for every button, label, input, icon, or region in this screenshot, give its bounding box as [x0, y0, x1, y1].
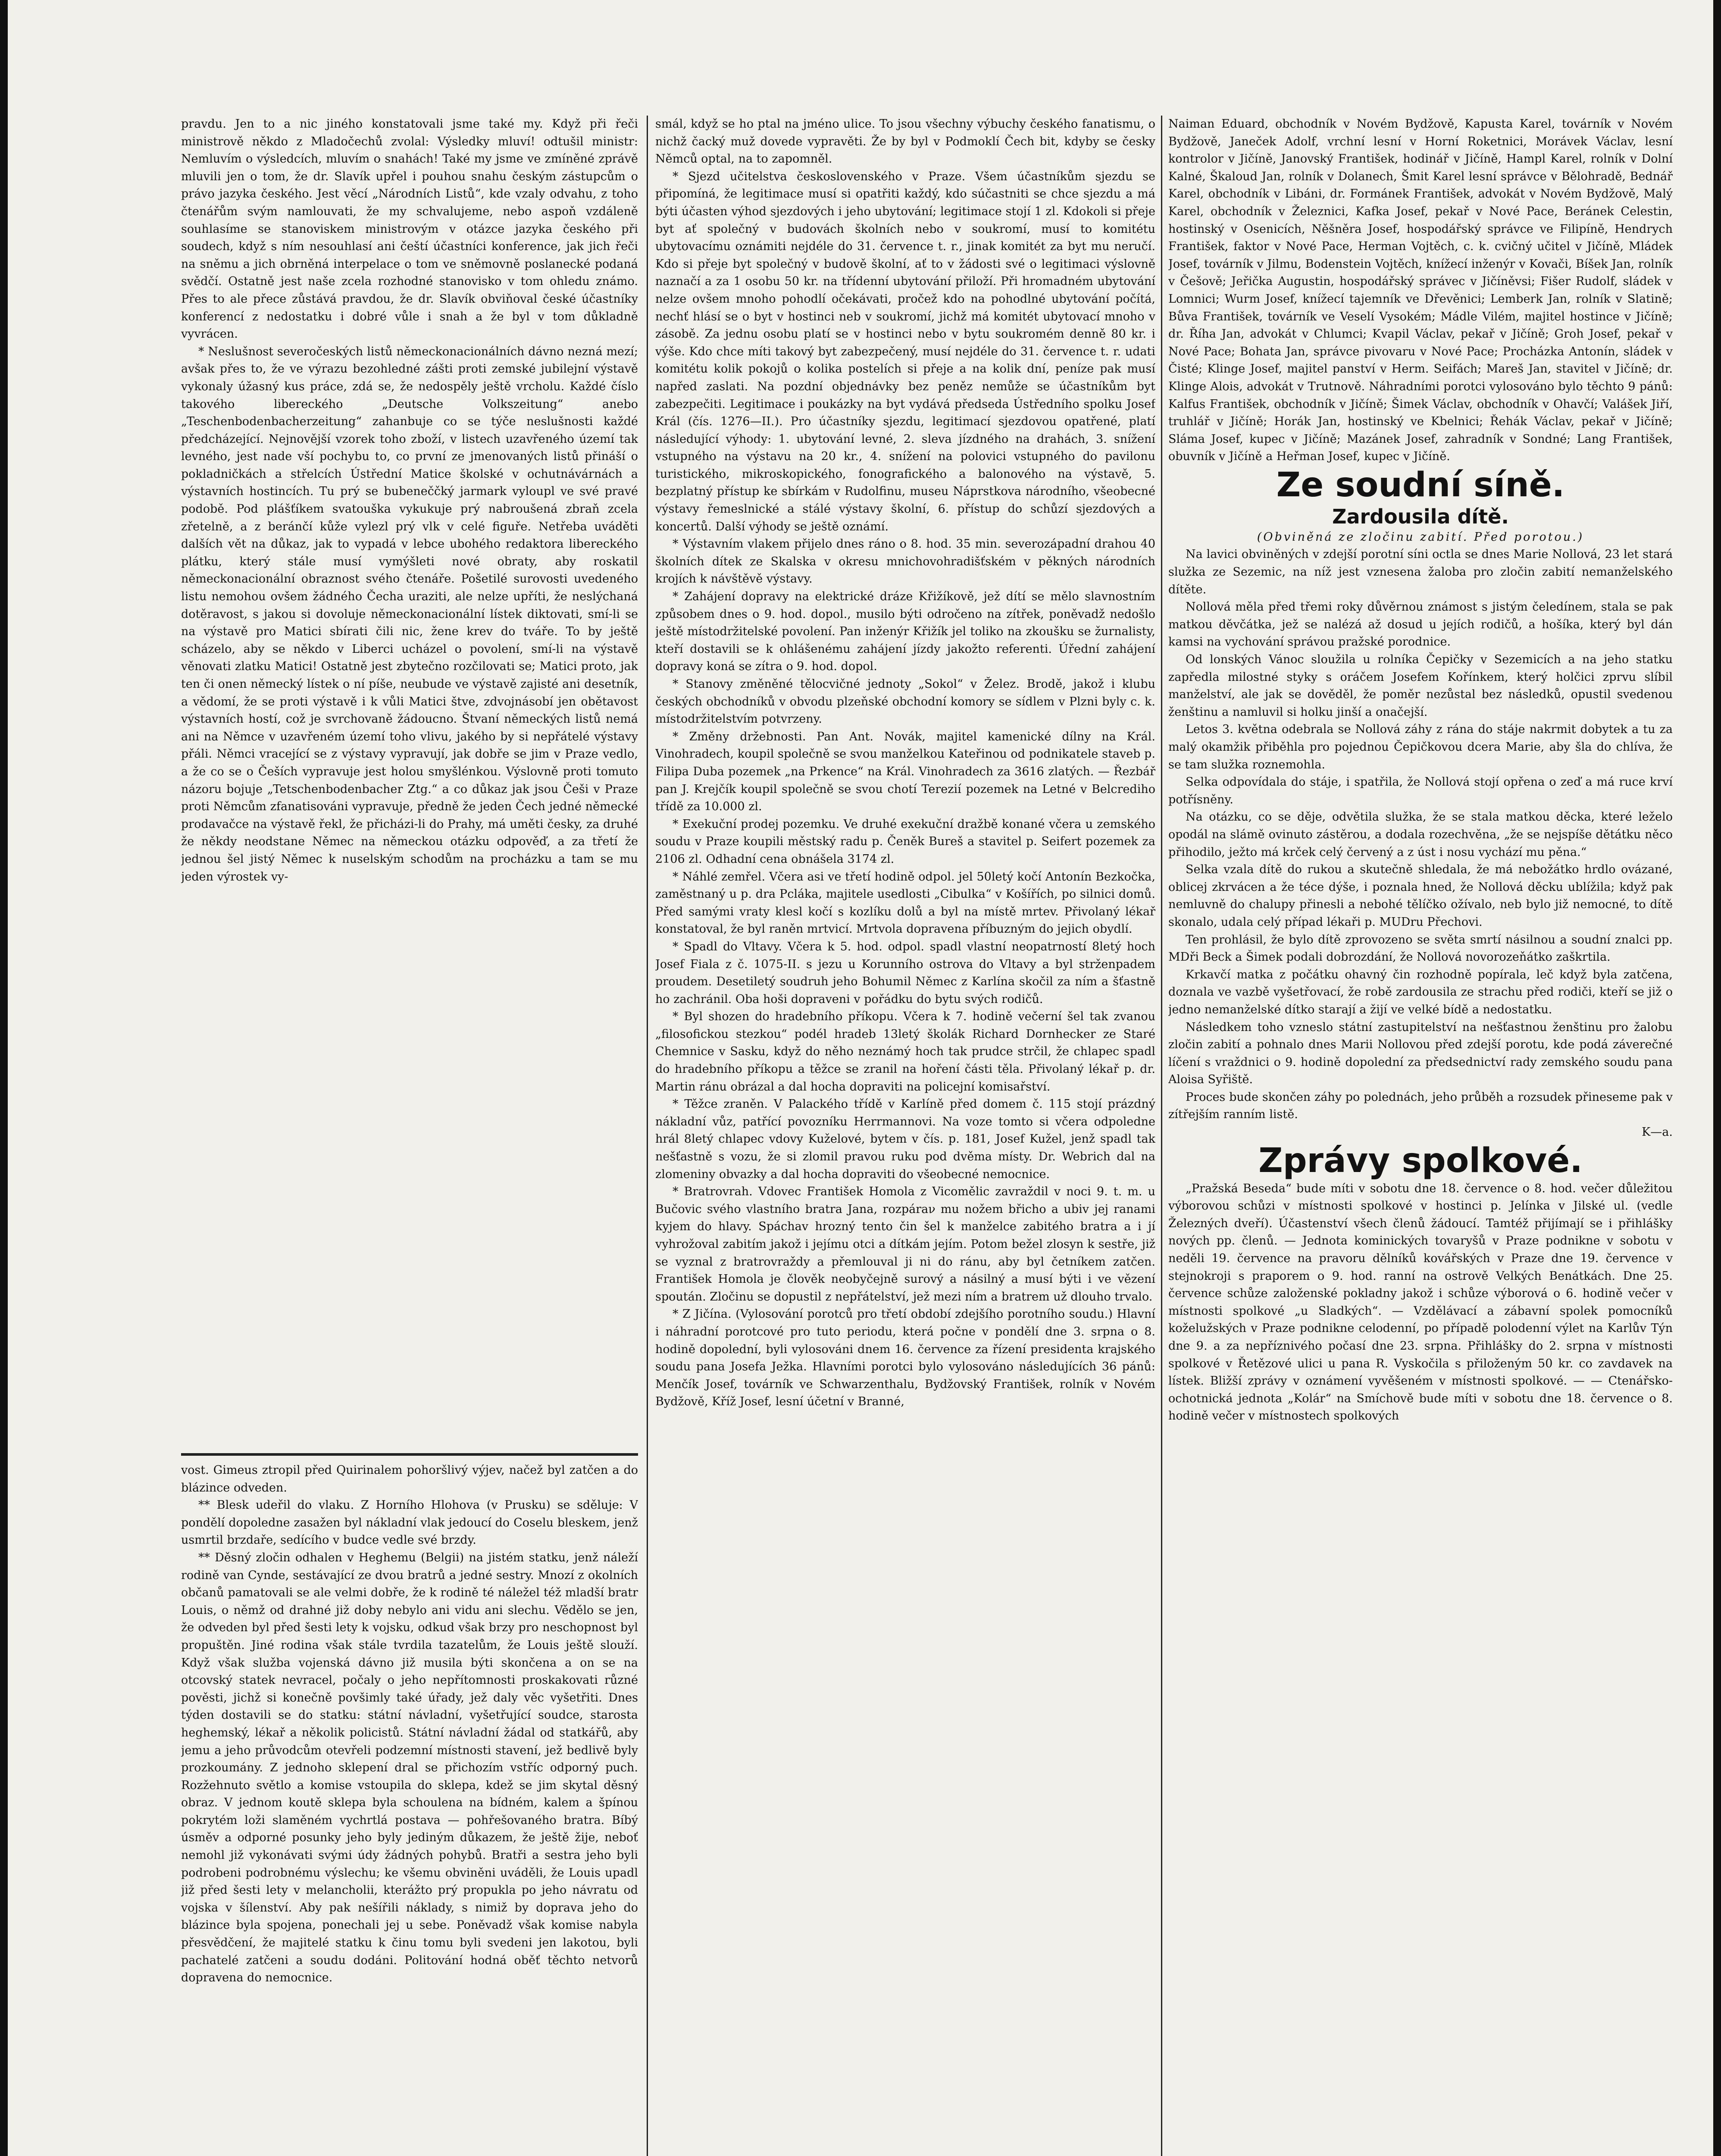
article-paragraph: ** Blesk udeřil do vlaku. Z Horního Hlohova (v Prusku) se sděluje: V pondělí dopoledne zasažen byl nákladní vlak jedoucí do Coselu bleskem, jenž usmrtil brzdaře, sedícího v budce vedle své brzdy.	[181, 1498, 638, 1547]
scan-border-left	[0, 0, 8, 2156]
article-paragraph: Naiman Eduard, obchodník v Novém Bydžově, Kapusta Karel, továrník v Novém Bydžově, Janeček Adolf, vrchní lesní v Horní Roketnici, Morávek Václav, lesní kontrolor v Jičíně, Janovský František, hodinář v Jičíně, Hampl Karel, rolník v Dolní Kalné, Škaloud Jan, rolník v Dolanech, Šmit Karel lesní správce v Bělohradě, Bednář Karel, obchodník v Libáni, dr. Formánek František, advokát v Novém Bydžově, Malý Karel, obchodník v Železnici, Kafka Josef, pekař v Nové Pace, Beránek Celestin, hostinský v Osenicích, Něšněra Josef, hospodářský správce ve Filipíně, Hendrych František, faktor v Nové Pace, Herman Vojtěch, c. k. cvičný učitel v Jičíně, Mládek Josef, továrník v Jilmu, Bodenstein Vojtěch, knížecí inženýr v Kovači, Bíšek Jan, rolník v Češově; Jeřička Augustin, hospodářský správec v Jičíněvsi; Fišer Rudolf, sládek v Lomnici; Wurm Josef, knížecí tajemník ve Dřevěnici; Lemberk Jan, rolník v Slatině; Bůva František, továrník ve Veselí Vysokém; Mádle Vilém, majitel hostince v Jičíně; dr. Říha Jan, advokát v Chlumci; Kvapil Václav, pekař v Jičíně; Groh Josef, pekař v Nové Pace; Bohata Jan, správce pivovaru v Nové Pace; Procházka Antonín, sládek v Čisté; Klinge Josef, majitel panství v Herm. Seifách; Mareš Jan, stavitel v Jičíně; dr. Klinge Alois, advokát v Trutnově. Náhradními porotci vylosováno bylo těchto 9 pánů: Kalfus František, obchodník v Jičíně; Šimek Václav, obchodník v Ohavčí; Valášek Jiří, truhlář v Jičíně; Horák Jan, hostinský ve Kbelnici; Řehák Václav, pekař v Jičíně; Sláma Josef, kupec v Jičíně; Mazánek Josef, zahradník v Sondné; Lang František, obuvník v Jičíně a Heřman Josef, kupec v Jičíně.	[1168, 117, 1673, 464]
column-divider	[647, 116, 648, 2156]
article-paragraph: * Výstavním vlakem přijelo dnes ráno o 8. hod. 35 min. severozápadní drahou 40 školních dítek ze Skalska v okresu mnichovohradišťském v pěkných národních krojích k návštěvě výstavy.	[655, 537, 1155, 586]
article-paragraph: Na lavici obviněných v zdejší porotní síni octla se dnes Marie Nollová, 23 let stará služka ze Sezemic, na níž jest vznesena žaloba pro zločin zabití nemanželského dítěte.	[1168, 548, 1673, 596]
article-paragraph: * Těžce zraněn. V Palackého třídě v Karlíně před domem č. 115 stojí prázdný nákladní vůz, patřící povozníku Herrmannovi. Na voze tomto si včera odpoledne hrál 8letý chlapec vdovy Kuželové, bytem v čís. p. 181, Josef Kužel, jenž spadl tak nešťastně s vozu, že si zlomil pravou ruku pod dvěma místy. Dr. Webrich dal na zlomeniny obvazky a dal hocha dopraviti do všeobecné nemocnice.	[655, 1097, 1155, 1181]
article-paragraph: vost. Gimeus ztropil před Quirinalem pohoršlivý výjev, načež byl zatčen a do blázince odveden.	[181, 1463, 638, 1495]
section-title: Zprávy spolkové.	[1258, 1141, 1583, 1180]
article-paragraph: Nollová měla před třemi roky důvěrnou známost s jistým čeledínem, stala se pak matkou děvčátka, jež se nalézá až dosud u jejích rodičů, a hošíka, který byl dán kamsi na vychování správou pražské porodnice.	[1168, 600, 1673, 649]
article-paragraph: „Pražská Beseda“ bude míti v sobotu dne 18. července o 8. hod. večer důležitou výborovou schůzi v místnosti spolkové v hostinci p. Jelínka v Jilské ul. (vedle Železných dveří). Účastenství všech členů žádoucí. Tamtéž přijímají se i přihlášky nových pp. členů. — Jednota kominických tovaryšů v Praze podnikne v sobotu v neděli 19. července na pravoru dělníků kovářských v Praze dne 19. července v stejnokroji s praporem o 9. hod. ranní na ostrově Velkých Benátkách. Dne 25. července schůze založenské pokladny jakož i schůze výborová o 6. hodině večer v místnosti spolkové „u Sladkých“. — Vzdělávací a zábavní spolek pomocníků koželužských v Praze podnikne celodenní, po případě polodenní výlet na Karlův Týn dne 9. a za nepříznivého počasí dne 23. srpna. Přihlášky do 2. srpna v místnosti spolkové v Řetězové ulici u pana R. Vyskočila s přiloženým 50 kr. co zavdavek na lístek. Bližší zprávy v oznámení vyvěšeném v místnosti spolkové. — — Ctenářsko-ochotnická jednota „Kolár“ na Smíchově bude míti v sobotu dne 18. července o 8. hodině večer v místnostech spolkových	[1168, 1181, 1673, 1423]
article-paragraph: Od lonských Vánoc sloužila u rolníka Čepičky v Sezemicích a na jeho statku zapředla milostné styky s oráčem Josefem Kořínkem, který holčici zprvu slíbil manželství, ale jak se dověděl, že poměr nezůstal bez následků, opustil svedenou ženštinu a namluvil si holku jinší a onačejší.	[1168, 653, 1673, 719]
article-paragraph: * Náhlé zemřel. Včera asi ve třetí hodině odpol. jel 50letý kočí Antonín Bezkočka, zaměstnaný u p. dra Pcláka, majitele usedlosti „Cibulka“ v Košířích, po silnici domů. Před samými vraty klesl kočí s kozlíku dolů a byl na místě mrtev. Přivolaný lékař konstatoval, že byl raněn mrtvicí. Mrtvola dopravena příbuzným do jejich obydlí.	[655, 870, 1155, 936]
column-divider	[1161, 116, 1162, 2156]
column-2	[655, 116, 1155, 2156]
article-paragraph: pravdu. Jen to a nic jiného konstatovali jsme také my. Když při řeči ministrově někdo z Mladočechů zvolal: Výsledky mluví! odtušil ministr: Nemluvím o výsledcích, mluvím o snahách! Také my jsme ve zmíněné zprávě mluvili jen o tom, že dr. Slavík upřel i pouhou snahu českým zástupcům o právo jazyka českého. Jest věcí „Národních Listů“, kde vzaly odvahu, z toho čtenářům svým namlouvati, že my schvalujeme, nebo aspoň vzdáleně souhlasíme se stanoviskem ministrovým v otázce jazyka českého při soudech, když s ním nesouhlasí ani čeští účastníci konference, jak jich řeči na sněmu a jich obrněná interpelace o tom ve sněmovně poslanecké podaná svědčí. Ostatně jest naše zcela rozhodné stanovisko v tom ohledu známo. Přes to ale přece zůstává pravdou, že dr. Slavík obviňoval české účastníky konferencí z nedostatku i dobré vůle i snah a že byl v tom důkladně vyvrácen.	[181, 117, 638, 341]
article-paragraph: Proces bude skončen záhy po polednách, jeho průběh a rozsudek přineseme pak v zítřejším ranním listě.	[1168, 1090, 1673, 1122]
article-paragraph: * Z Jičína. (Vylosování porotců pro třetí období zdejšího porotního soudu.) Hlavní i náhradní porotcové pro tuto periodu, která počne v pondělí dne 3. srpna o 8. hodině dopolední, byli vylosováni dnem 16. července za řízení presidenta krajského soudu pana Josefa Ježka. Hlavními porotci bylo vylosováno následujících 36 pánů: Menčík Josef, továrník ve Schwarzenthalu, Bydžovský František, rolník v Novém Bydžově, Kříž Josef, lesní účetní v Branné,	[655, 1307, 1155, 1409]
article-paragraph: Následkem toho vzneslo státní zastupitelství na nešťastnou ženštinu pro žalobu zločin zabití a pohnalo dnes Marii Nollovou před zdejší porotu, kde podá záverečné líčení s vraždnici o 9. hodině dopolední za předsednictví rady zemského soudu pana Aloisa Syřiště.	[1168, 1020, 1673, 1087]
scan-border-right	[1713, 0, 1721, 2156]
article-paragraph: Ten prohlásil, že bylo dítě zprovozeno se světa smrtí násilnou a soudní znalci pp. MDři Beck a Šimek podali dobrozdání, že Nollová novorozeňátko zaškrtila.	[1168, 933, 1673, 964]
article-paragraph: * Bratrovrah. Vdovec František Homola z Vicomělic zavraždil v noci 9. t. m. u Bučovic svého vlastního bratra Jana, rozpáraν mu nožem břicho a ubiv jej ranami kyjem do hlavy. Spáchav hrozný tento čin šel k manželce zabitého bratra a i jí vyhrožoval zabitím jakož i jejímu otci a dítkám jejím. Potom bežel zlosyn k sestře, již se vyznal z bratrovraždy a přemlouval ji ni do ránu, aby byl četníkem zatčen. František Homola je člověk neobyčejně surový a násilný a musí býti i ve vězení spoután. Zločinu se dopustil z nepřátelství, jež mezi ním a bratrem už dlouho trvalo.	[655, 1185, 1155, 1304]
author-signature: K—a.	[1642, 1125, 1673, 1139]
article-paragraph: * Exekuční prodej pozemku. Ve druhé exekuční dražbě konané včera u zemského soudu v Praze koupili městský radu p. Čeněk Bureš a stavitel p. Seifert pozemek za 2106 zl. Odhadní cena obnášela 3174 zl.	[655, 817, 1155, 866]
article-paragraph: * Byl shozen do hradebního příkopu. Včera k 7. hodině večerní šel tak zvanou „filosofickou stezkou“ podél hradeb 13letý školák Richard Dornhecker ze Staré Chemnice v Sasku, když do něho neznámý hoch tak prudce strčil, že chlapec spadl do hradebního příkopu a těžce se zranil na hoření části těla. Přivolaný lékař p. dr. Martin ránu obrázal a dal hocha dopraviti na policejní komisařství.	[655, 1010, 1155, 1094]
article-paragraph: ** Děsný zločin odhalen v Heghemu (Belgii) na jistém statku, jenž náleží rodině van Cynde, sestávající ze dvou bratrů a jedné sestry. Mnozí z okolních občanů pamatovali se ale velmi dobře, že k rodině té náležel též mladší bratr Louis, o němž od drahné již doby nebylo ani vidu ani slechu. Vědělo se jen, že odveden byl před šesti lety k vojsku, odkud však brzy pro neschopnost byl propuštěn. Jiné rodina však stále tvrdila tazatelům, že Louis ještě slouží. Když však služba vojenská dávno již musila býti skončena a on se na otcovský statek nevracel, počaly o jeho nepřítomnosti proskakovati různé pověsti, jichž si konečně povšimly také úřady, jež daly věc vyšetřiti. Dnes týden dostavili se do statku: státní návladní, vyšetřující soudce, starosta heghemský, lékař a několik policistů. Státní návladní žádal od statkářů, aby jemu a jeho průvodcům otevřeli podzemní místnosti stavení, jež bedlivě byly prozkoumány. Z jednoho sklepení dral se přichozím vstříc odporný puch. Rozžehnuto světlo a komise vstoupila do sklepa, kdež se jim skytal děsný obraz. V jednom koutě sklepa byla schoulena na bídném, kalem a špínou pokrytém loži slaměném vychrtlá postava — pohřešovaného bratra. Bíbý úsměv a odporné posunky jeho byly jediným důkazem, že ještě žije, neboť nemohl již vykonávati svými údy žádných pohybů. Bratři a sestra jeho byli podrobeni podrobnému výslechu; ke všemu obviněni uváděli, že Louis upadl již před šesti lety v melancholii, kterážto prý propukla po jeho návratu od vojska v šílenství. Aby pak nešířili náklady, s nimiž by doprava jeho do blázince byla spojena, ponechali jej u sebe. Poněvadž však komise nabyla přesvědčení, že majitelé statku k činu tomu byli svedeni jen lakotou, byli pachatelé zatčeni a soudu dodáni. Politování hodná oběť těchto netvorů dopravena do nemocnice.	[181, 1551, 638, 1985]
article-paragraph: * Zahájení dopravy na elektrické dráze Křižíkově, jež dítí se mělo slavnostním způsobem dnes o 9. hod. dopol., musilo býti odročeno na zítřek, poněvadž nedošlo ještě místodržitelské povolení. Pan inženýr Křižík jel toliko na zkoušku se žurnalisty, kteří dostavili se k ohlášenému zahájení jízdy jakožto referenti. Úřední zahájení dopravy koná se zítra o 9. hod. dopol.	[655, 590, 1155, 674]
article-paragraph: * Změny držebnosti. Pan Ant. Novák, majitel kamenické dílny na Král. Vinohradech, koupil společně se svou manželkou Kateřinou od podnikatele staveb p. Filipa Duba pozemek „na Prkence“ na Král. Vinohradech za 3616 zlatých. — Řezbář pan J. Krejčík koupil společně se svou chotí Terezií pozemek na Letné v Belcrediho třídě za 10.000 zl.	[655, 730, 1155, 814]
article-title: Zardousila dítě.	[1332, 505, 1509, 528]
article-paragraph: Letos 3. května odebrala se Nollová záhy z rána do stáje nakrmit dobytek a tu za malý okamžik přiběhla pro pojednou Čepičkovou dcera Marie, aby šla do chlíva, že se tam služka roznemohla.	[1168, 723, 1673, 771]
article-subtitle: (Obviněná ze zločinu zabití. Před porotou.)	[1257, 530, 1584, 544]
article-paragraph: * Sjezd učitelstva československého v Praze. Všem účastníkům sjezdu se připomíná, že legitimace musí si opatřiti každý, kdo súčastniti se chce sjezdu a má býti účasten výhod sjezdových i jeho ubytování; legitimace stojí 1 zl. Kdokoli si přeje byt ať společný v budovách školních nebo v soukromí, musí to komitétu ubytovacímu oznámiti nejdéle do 31. července t. r., jinak komitét za byt mu neručí. Kdo si přeje byt společný v budově školní, ať to v žádosti své o legitimaci výslovně naznačí a za 1 osobu 50 kr. na třídenní ubytování přiloží. Při hromadném ubytování nelze ovšem mnoho pohodlí očekávati, pročež kdo na pohodlné ubytování počítá, nechť hlásí se o byt v hostinci neb v soukromí, jichž má komitét ubytovací mnoho v zásobě. Za jednu osobu platí se v hostinci nebo v bytu soukromém denně 80 kr. i výše. Kdo chce míti takový byt zabezpečený, musí nejdéle do 31. července t. r. udati komitétu kolik pokojů o kolika postelích si přeje a na kolik dní, peníze pak musí napřed zaslati. Na pozdní objednávky bez peněz nemůže se účastníkům byt zabezpečiti. Legitimace i poukázky na byt vydává předseda Ústředního spolku Josef Král (čís. 1276—II.). Pro účastníky sjezdu, legitimací sjezdovou opatřené, platí následující výhody: 1. ubytování levné, 2. sleva jízdného na drahách, 3. snížení vstupného na výstavu na 20 kr., 4. snížení na polovici vstupného do pavilonu turistického, mikroskopického, fonografického a balonového na výstavě, 5. bezplatný přístup ke sbírkám v Rudolfinu, museu Náprstkova národního, všeobecné výstavy řemeslnické a stálé výstavy školní, 6. přístup do schůzí sjezdových a koncertů. Další výhody se ještě oznámí.	[655, 169, 1155, 533]
article-paragraph: Selka odpovídala do stáje, i spatřila, že Nollová stojí opřena o zeď a má ruce krví potřísněny.	[1168, 775, 1673, 806]
article-paragraph: Krkavčí matka z počátku ohavný čin rozhodně popírala, leč když byla zatčena, doznala ve vazbě vyšetřovací, že robě zardousila ze strachu před rodiči, kteří se již o jedno nemanželské dítko starají a žijí ve velké bídě a nedostatku.	[1168, 968, 1673, 1016]
article-paragraph: Selka vzala dítě do rukou a skutečně shledala, že má nebožátko hrdlo ovázané, oblicej zkrvácen a že téce dýše, i poznala hned, že Nollová děcku ublížila; když pak nemluvně do chalupy přinesli a nebohé tělíčko ožívalo, neb bylo již nemocné, to dítě skonalo, udala celý případ lékaři p. MUDru Přechovi.	[1168, 863, 1673, 929]
article-paragraph: * Spadl do Vltavy. Včera k 5. hod. odpol. spadl vlastní neopatrností 8letý hoch Josef Fiala z č. 1075-II. s jezu u Korunního ostrova do Vltavy a byl strženpadem proudem. Desetiletý soudruh jeho Bohumil Němec z Karlína skočil za ním a šťastně ho zachránil. Oba hoši dopraveni v pořádku do bytu svých rodičů.	[655, 940, 1155, 1006]
section-divider	[181, 1453, 638, 1456]
section-title: Ze soudní síně.	[1276, 465, 1565, 505]
article-paragraph: Na otázku, co se děje, odvětila služka, že se stala matkou děcka, které leželo opodál na slámě ovinuto zástěrou, a dodala rozechvěna, „že se nejspíše dětátku něco přihodilo, ježto má krček celý červený a z úst i nosu vychází mu pěna.“	[1168, 810, 1673, 859]
article-paragraph: * Stanovy změněné tělocvičné jednoty „Sokol“ v Želez. Brodě, jakož i klubu českých obchodníků v obvodu plzeňské obchodní komory se sídlem v Plzni byly c. k. místodržitelstvím potvrzeny.	[655, 677, 1155, 726]
article-paragraph: * Neslušnost severočeských listů německonacionálních dávno nezná mezí; avšak přes to, že ve výrazu bezohledné zášti proti zemské jubilejní výstavě vykonaly úžasný kus práce, zdá se, že nedospěly ještě vrcholu. Každé číslo takového libereckého „Deutsche Volkszeitung“ anebo „Teschenbodenbacherzeitung“ zahanbuje co se týče neslušnosti každé předcházející. Nejnovější vzorek toho zboží, v listech uzavřeného území tak levného, jest nade vší pochybu to, co první ze jmenovaných listů přináší o pokladničkách a střelcích Ústřední Matice školské v ochutnávárnách a výstavních hostincích. Tu prý se bubeneččký jarmark vyloupl ve své pravé podobě. Pod plášťíkem svatouška vykukuje prý nabroušená zbraň zcela zřetelně, a z beránčí kůže vylezl prý vlk v celé figuře. Netřeba uváděti dalších vět na důkaz, jak to vypadá v lebce ubohého redaktora libereckého plátku, který stále musí vymýšleti nové obraty, aby roskatil německonacionální obraznost svého čtenáře. Pošetilé surovosti uvedeného listu nemohou ovšem žádného Čecha uraziti, ale nelze upříti, že neslýchaná dotěravost, s jakou si dovoluje německonacionální lístek diktovati, smí-li se na výstavě pro Matici sbírati čili nic, žene krev do tváře. To by ještě scházelo, aby se někdo v Liberci ucházel o povolení, smí-li na výstavě věnovati zlatku Matici! Ostatně jest zbytečno rozčilovati se; Matici proto, jak ten či onen německý lístek o ní píše, neubude ve výstavě zajisté ani desetník, a vědomí, že se proti výstavě i k vůli Matici štve, zdvojnásobí jen obětavost výstavních hostí, což je svrchovaně žádoucno. Štvaní německých listů nemá ani na Němce v uzavřeném území toho vlivu, jakého by si nepřátelé výstavy přáli. Němci vracející se z výstavy vypravují, jak dobře se jim v Praze vedlo, a že co se o Češích vypravuje jest holou smyšlénkou. Výslovně proti tomuto názoru bojuje „Tetschenbodenbacher Ztg.“ a co důkaz jak jsou Češi v Praze proti Němcům zfanatisováni vypravuje, předně že jeden Čech jedné německé prodavačce na výstavě řekl, že přicházi-li do Prahy, má uměti česky, za druhé že někdy neodstane Němec na německou otázku odpověď, a za třetí že jednou šel jistý Němec k nuselským schodům na procházku a tam se mu jeden výrostek vy-	[181, 345, 638, 884]
column-3	[1168, 116, 1673, 2156]
article-paragraph: smál, když se ho ptal na jméno ulice. To jsou všechny výbuchy českého fanatismu, o nichž čacký muž dovede vypravěti. Že by byl v Podmoklí Čech bit, kdyby se česky Němců optal, na to zapomněl.	[655, 117, 1155, 166]
column-1-lower	[181, 1462, 638, 2156]
